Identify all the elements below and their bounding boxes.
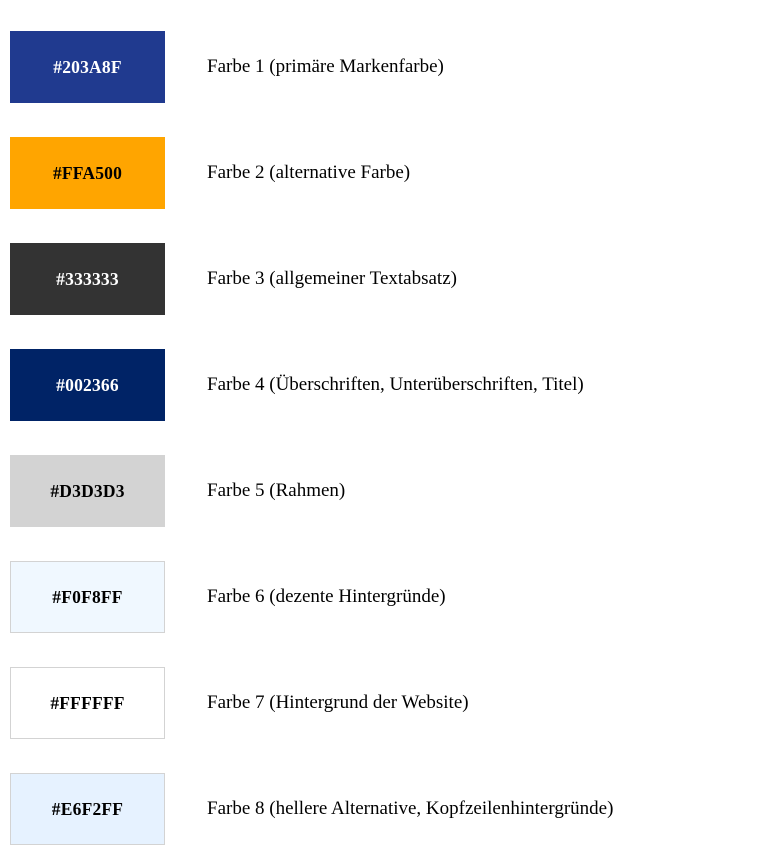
color-hex-code: #D3D3D3 — [50, 480, 125, 501]
color-row — [0, 544, 776, 650]
color-hex-code: #333333 — [56, 268, 119, 289]
color-hex-code: #203A8F — [53, 56, 122, 77]
color-swatch — [10, 243, 165, 315]
color-row — [0, 14, 776, 120]
color-swatch — [10, 561, 165, 633]
color-swatch — [10, 667, 165, 739]
color-description: Farbe 5 (Rahmen) — [207, 479, 346, 501]
color-swatch — [10, 773, 165, 845]
color-row — [0, 756, 776, 862]
color-description: Farbe 4 (Überschriften, Unterüberschriften, Titel) — [207, 373, 584, 395]
color-row — [0, 332, 776, 438]
color-description: Farbe 2 (alternative Farbe) — [207, 161, 411, 183]
color-hex-code: #002366 — [56, 374, 119, 395]
color-description: Farbe 3 (allgemeiner Textabsatz) — [207, 267, 457, 289]
color-description: Farbe 8 (hellere Alternative, Kopfzeilenhintergründe) — [207, 797, 614, 819]
color-swatch — [10, 137, 165, 209]
color-hex-code: #F0F8FF — [52, 586, 123, 607]
color-swatch — [10, 31, 165, 103]
color-description: Farbe 1 (primäre Markenfarbe) — [207, 55, 444, 77]
color-description: Farbe 6 (dezente Hintergründe) — [207, 585, 446, 607]
color-row — [0, 226, 776, 332]
color-hex-code: #E6F2FF — [51, 798, 124, 819]
color-swatch — [10, 349, 165, 421]
color-row — [0, 650, 776, 756]
color-row — [0, 438, 776, 544]
color-hex-code: #FFA500 — [52, 162, 123, 183]
color-swatch — [10, 455, 165, 527]
color-description: Farbe 7 (Hintergrund der Website) — [207, 691, 469, 713]
color-hex-code: #FFFFFF — [50, 692, 125, 713]
color-row — [0, 120, 776, 226]
